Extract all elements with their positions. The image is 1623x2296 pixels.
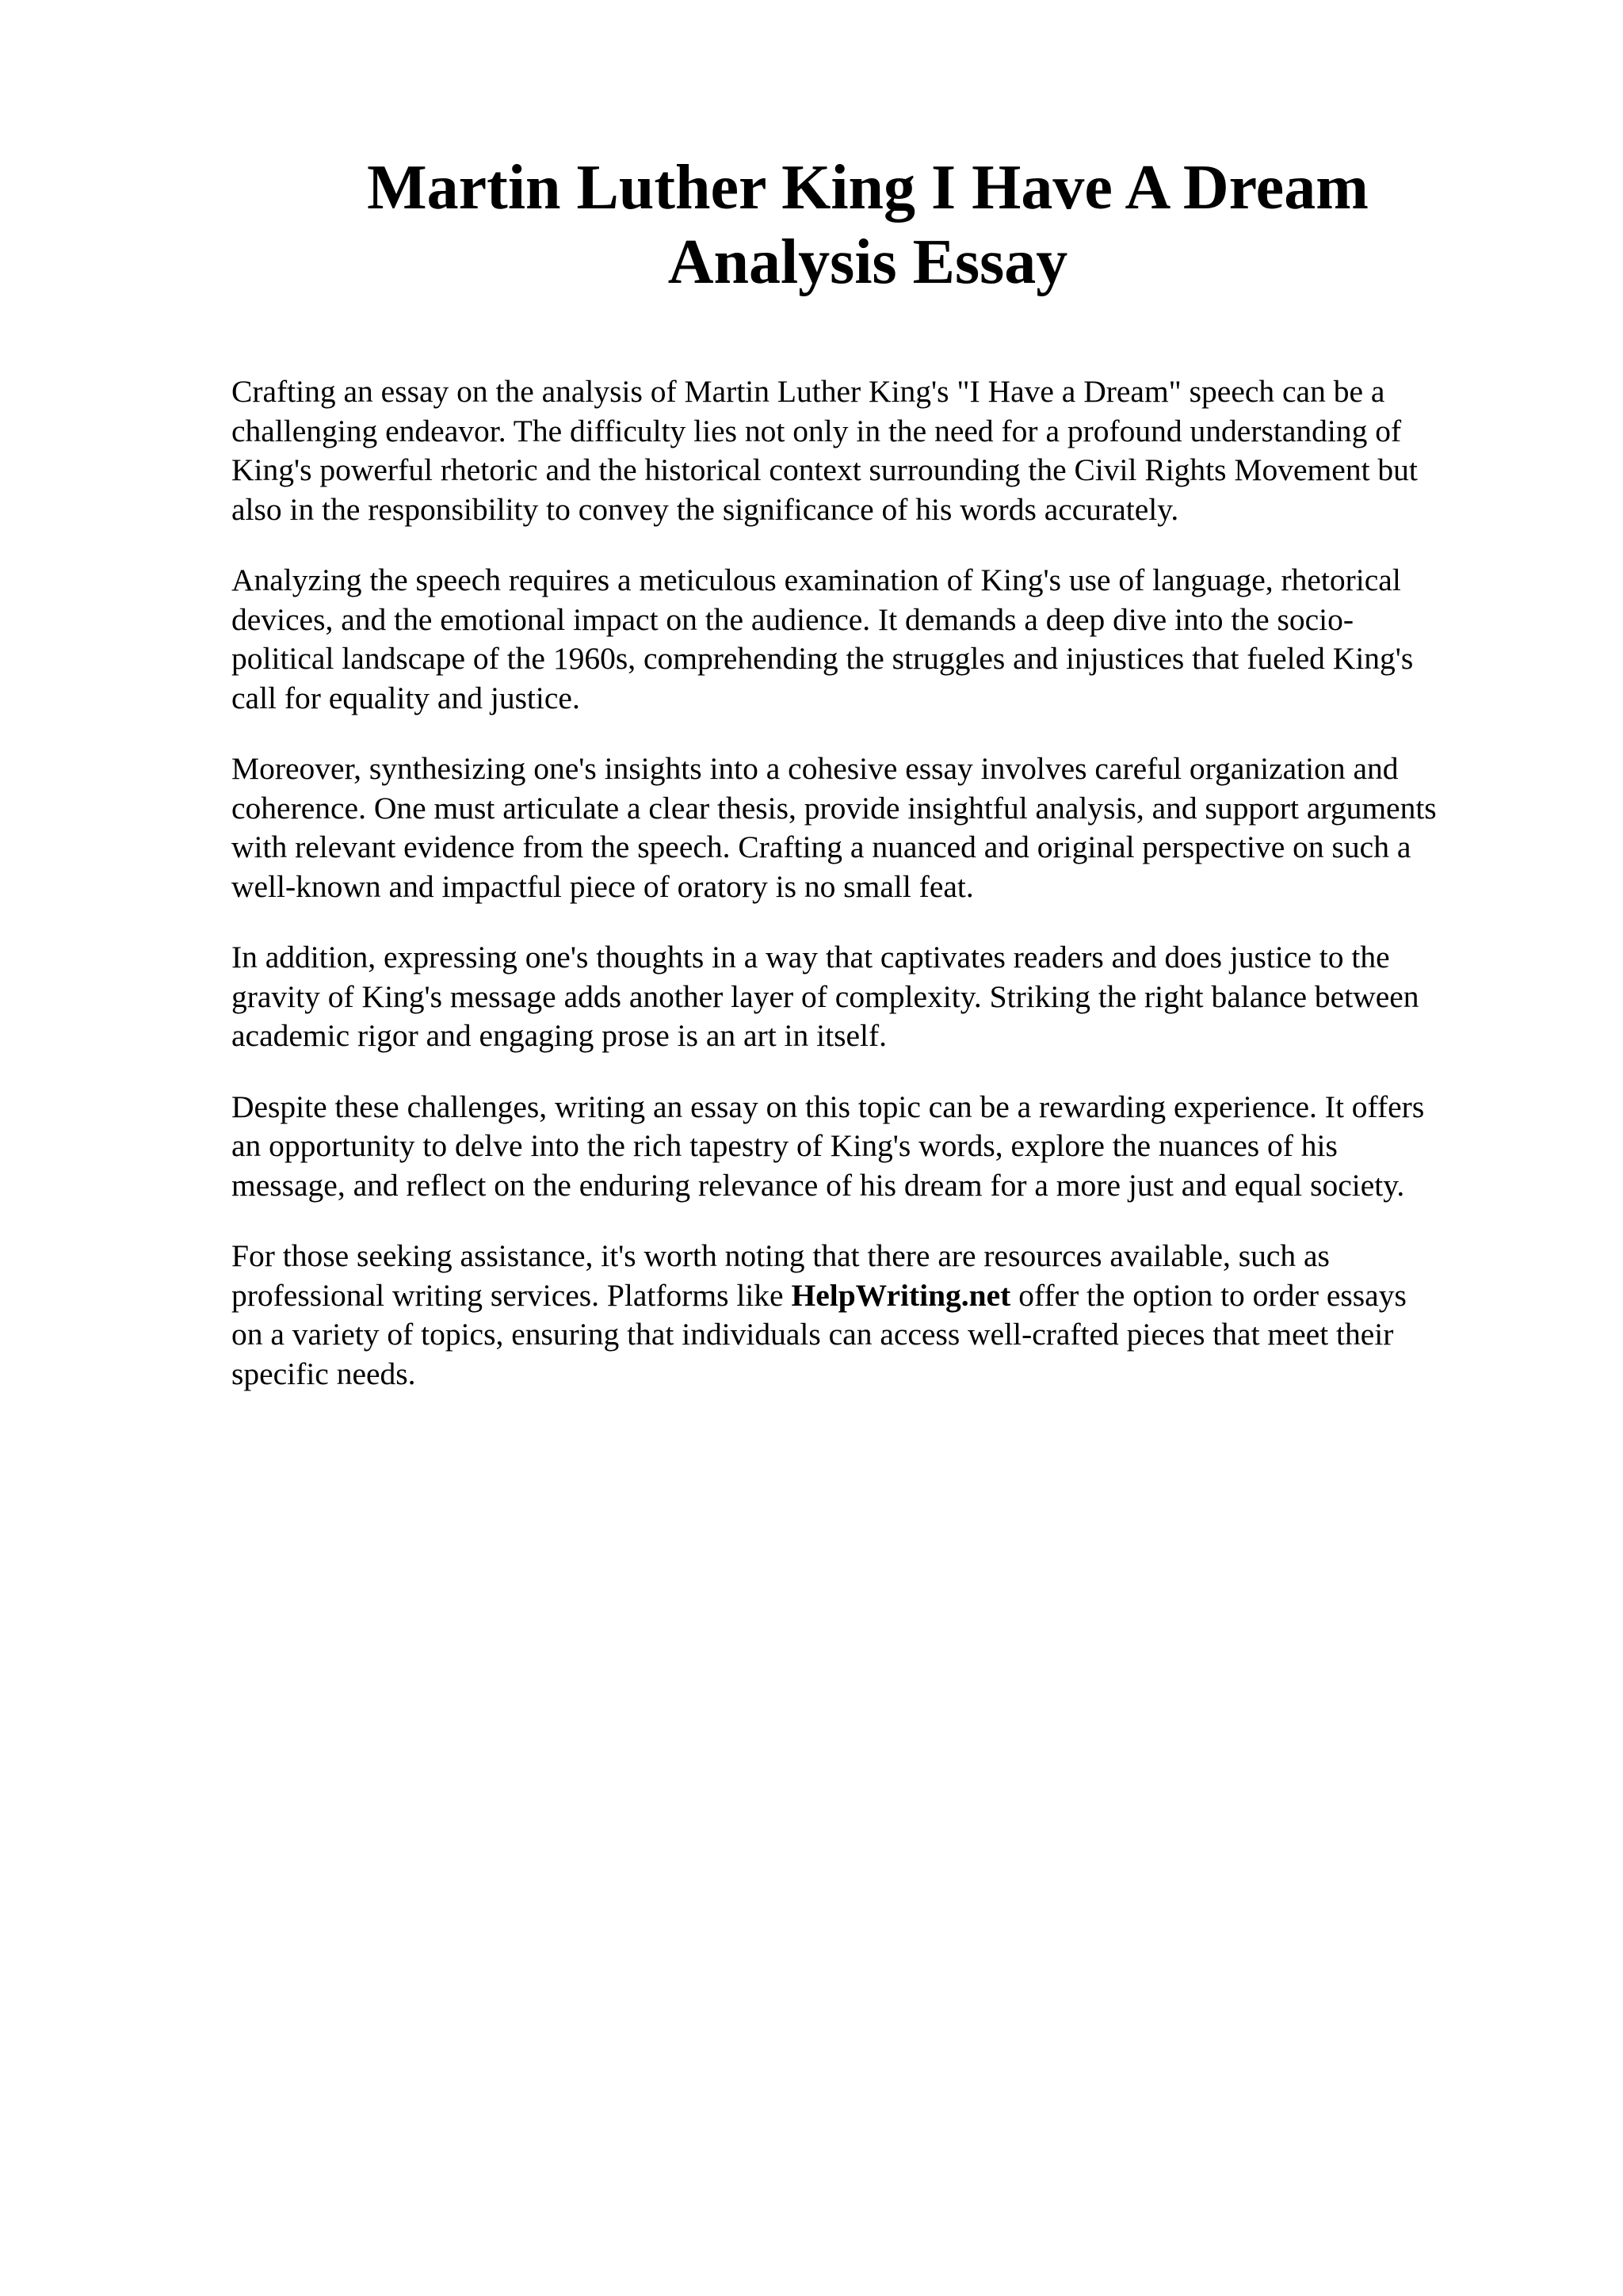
paragraph-last	[231, 1237, 1515, 1394]
text-line: call for equality and justice.	[231, 680, 580, 715]
text-line: on a variety of topics, ensuring that individuals can access well-crafted pieces that meet their	[231, 1317, 1394, 1352]
text-line: challenging endeavor. The difficulty lies not only in the need for a profound understanding of	[231, 413, 1402, 448]
text-line: Crafting an essay on the analysis of Martin Luther King's "I Have a Dream" speech can be a	[231, 374, 1385, 409]
text-line: King's powerful rhetoric and the historical context surrounding the Civil Rights Movement but	[231, 452, 1418, 487]
text-line: political landscape of the 1960s, comprehending the struggles and injustices that fueled King's	[231, 641, 1414, 676]
text-line: well-known and impactful piece of oratory is no small feat.	[231, 868, 974, 904]
text-segment: offer the option to order essays	[1010, 1277, 1407, 1313]
text-segment: professional writing services. Platforms like	[231, 1277, 792, 1313]
text-line	[231, 1276, 1515, 1316]
page-title	[230, 151, 1506, 299]
text-line: gravity of King's message adds another layer of complexity. Striking the right balance between	[231, 978, 1419, 1014]
text-line: devices, and the emotional impact on the audience. It demands a deep dive into the socio-	[231, 601, 1354, 637]
text-line: specific needs.	[231, 1356, 416, 1391]
text-line: also in the responsibility to convey the significance of his words accurately.	[231, 491, 1179, 527]
essay-body	[231, 372, 1515, 1425]
text-line: coherence. One must articulate a clear thesis, provide insightful analysis, and support arguments	[231, 790, 1437, 826]
text-line: Analyzing the speech requires a meticulous examination of King's use of language, rhetorical	[231, 563, 1401, 597]
text-line: an opportunity to delve into the rich tapestry of King's words, explore the nuances of his	[231, 1128, 1338, 1163]
title-line: Analysis Essay	[667, 227, 1068, 297]
title-line: Martin Luther King I Have A Dream	[367, 153, 1369, 223]
paragraph	[231, 561, 1515, 718]
text-line: In addition, expressing one's thoughts in a way that captivates readers and does justice to the	[231, 940, 1390, 974]
text-line: For those seeking assistance, it's worth noting that there are resources available, such as	[231, 1238, 1330, 1273]
text-line: message, and reflect on the enduring relevance of his dream for a more just and equal society.	[231, 1167, 1405, 1203]
text-line: Despite these challenges, writing an essay on this topic can be a rewarding experience. It offers	[231, 1089, 1425, 1124]
helpwriting-link[interactable]: HelpWriting.net	[791, 1277, 1011, 1313]
text-line: with relevant evidence from the speech. Crafting a nuanced and original perspective on such a	[231, 830, 1411, 864]
paragraph	[231, 938, 1515, 1056]
paragraph	[231, 1088, 1515, 1206]
paragraph	[231, 372, 1515, 529]
text-line: academic rigor and engaging prose is an art in itself.	[231, 1018, 888, 1053]
paragraph	[231, 749, 1515, 906]
text-line: Moreover, synthesizing one's insights into a cohesive essay involves careful organization and	[231, 751, 1399, 786]
